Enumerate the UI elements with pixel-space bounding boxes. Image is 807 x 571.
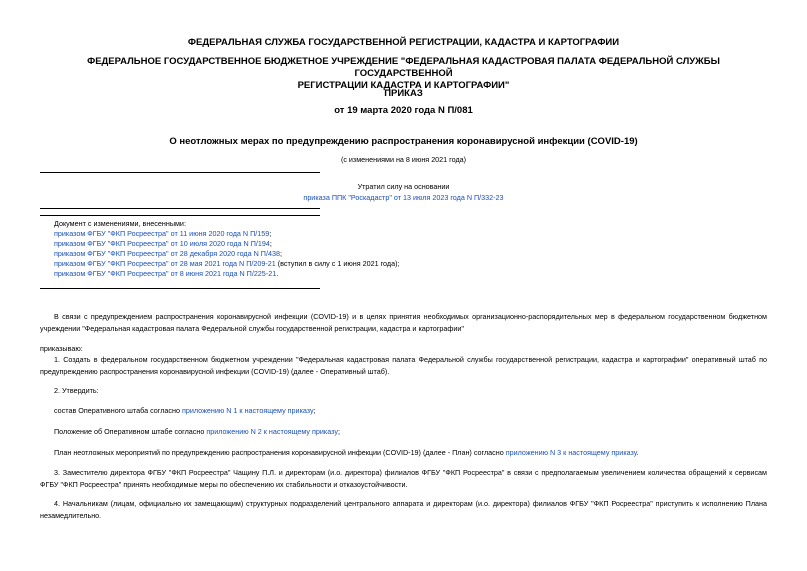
amendment-item [54,259,654,269]
repeal-text: Утратил силу на основании [357,182,450,191]
amendment-item [54,249,654,259]
amendment-link[interactable]: приказом ФГБУ "ФКП Росреестра" от 28 декабря 2020 года N П/438 [54,249,280,258]
appendix-1-link[interactable]: приложению N 1 к настоящему приказу [181,406,314,415]
amendment-tail: ; [279,249,282,258]
intro-paragraph: В связи с предупреждением распространения коронавирусной инфекции (COVID-19) и в целях принятия необходимых организационно-распорядительных мер в федеральном государственном бюджетном учреждении "Федеральная кадастровая палата Федеральной службы государственной регистрации, кадастра и картографии" [40,312,767,333]
document-date: от 19 марта 2020 года N П/081 [334,105,473,116]
agency-name: ФЕДЕРАЛЬНАЯ СЛУЖБА ГОСУДАРСТВЕННОЙ РЕГИСТРАЦИИ, КАДАСТРА И КАРТОГРАФИИ [187,37,620,48]
amendment-item [54,239,654,249]
repeal-link[interactable]: приказа ППК "Роскадастр" от 13 июля 2023 года N П/332-23 [303,193,504,202]
separator-line [40,172,320,173]
amendment-link[interactable]: приказом ФГБУ "ФКП Росреестра" от 10 июля 2020 года N П/194 [54,239,270,248]
paragraph-2b-text: Положение об Оперативном штабе согласно [54,427,207,436]
amendment-item [54,229,654,239]
appendix-3-link[interactable]: приложению N 3 к настоящему приказу [505,448,637,457]
paragraph-2a-tail: ; [313,406,316,415]
paragraph-2c-text: План неотложных мероприятий по предупреждению распространения коронавирусной инфекции (COVID-19) (далее - План) согласно [54,448,506,457]
paragraph-3: 3. Заместителю директора ФГБУ "ФКП Росреестра" Чащину П.Л. и директорам (и.о. директора) филиалов ФГБУ "ФКП Росреестра" в связи с предполагаемым увеличением количества обращений к сервисам ФГБУ "ФКП Росреестра" принять необходимые меры по обеспечению их стабильности и отказоустойчивости. [40,468,767,489]
appendix-2-link[interactable]: приложению N 2 к настоящему приказу [206,427,338,436]
paragraph-2b-tail: ; [337,427,340,436]
amendment-tail: . [276,269,279,278]
institution-line-1: ФЕДЕРАЛЬНОЕ ГОСУДАРСТВЕННОЕ БЮДЖЕТНОЕ УЧРЕЖДЕНИЕ "ФЕДЕРАЛЬНАЯ КАДАСТРОВАЯ ПАЛАТА ФЕДЕРАЛЬНОЙ СЛУЖБЫ ГОСУДАРСТВЕННОЙ [87,56,720,79]
separator-line [40,288,320,289]
amendment-link[interactable]: приказом ФГБУ "ФКП Росреестра" от 11 июня 2020 года N П/159 [54,229,270,238]
document-title: О неотложных мерах по предупреждению распространения коронавирусной инфекции (COVID-19) [169,136,638,147]
paragraph-2c-tail: . [636,448,639,457]
repeal-link-row [40,193,767,203]
amendment-tail: (вступил в силу с 1 июня 2021 года); [275,259,400,268]
paragraph-4: 4. Начальникам (лицам, официально их замещающим) структурных подразделений центрального аппарата и директорам (и.о. директора) филиалов ФГБУ "ФКП Росреестра" приступить к исполнению Плана незамедлительно. [40,499,767,520]
paragraph-2c [40,447,767,459]
amendment-link[interactable]: приказом ФГБУ "ФКП Росреестра" от 8 июня 2021 года N П/225-21 [54,269,277,278]
amendment-tail: ; [269,229,272,238]
amendment-item [54,269,654,279]
paragraph-1: 1. Создать в федеральном государственном бюджетном учреждении "Федеральная кадастровая палата Федеральной службы государственной регистрации, кадастра и картографии" оперативный штаб по предупреждению распространения коронавирусной инфекции (COVID-19) (далее - Оперативный штаб). [40,355,767,376]
institution-line-2: РЕГИСТРАЦИИ КАДАСТРА И КАРТОГРАФИИ" [297,80,510,91]
separator-line [40,215,320,216]
amendment-tail: ; [269,239,272,248]
paragraph-2a-text: состав Оперативного штаба согласно [54,406,182,415]
amendment-link[interactable]: приказом ФГБУ "ФКП Росреестра" от 28 мая 2021 года N П/209-21 [54,259,276,268]
amendments-block [54,219,654,279]
order-word: приказываю: [40,344,83,353]
amendment-note: (с изменениями на 8 июня 2021 года) [340,155,467,164]
amendments-heading: Документ с изменениями, внесенными: [54,219,186,228]
paragraph-2a [40,405,767,417]
separator-line [40,208,320,209]
institution-name [40,56,767,92]
paragraph-2b [40,426,767,438]
document-type: ПРИКАЗ [384,88,423,99]
paragraph-2: 2. Утвердить: [54,386,99,395]
